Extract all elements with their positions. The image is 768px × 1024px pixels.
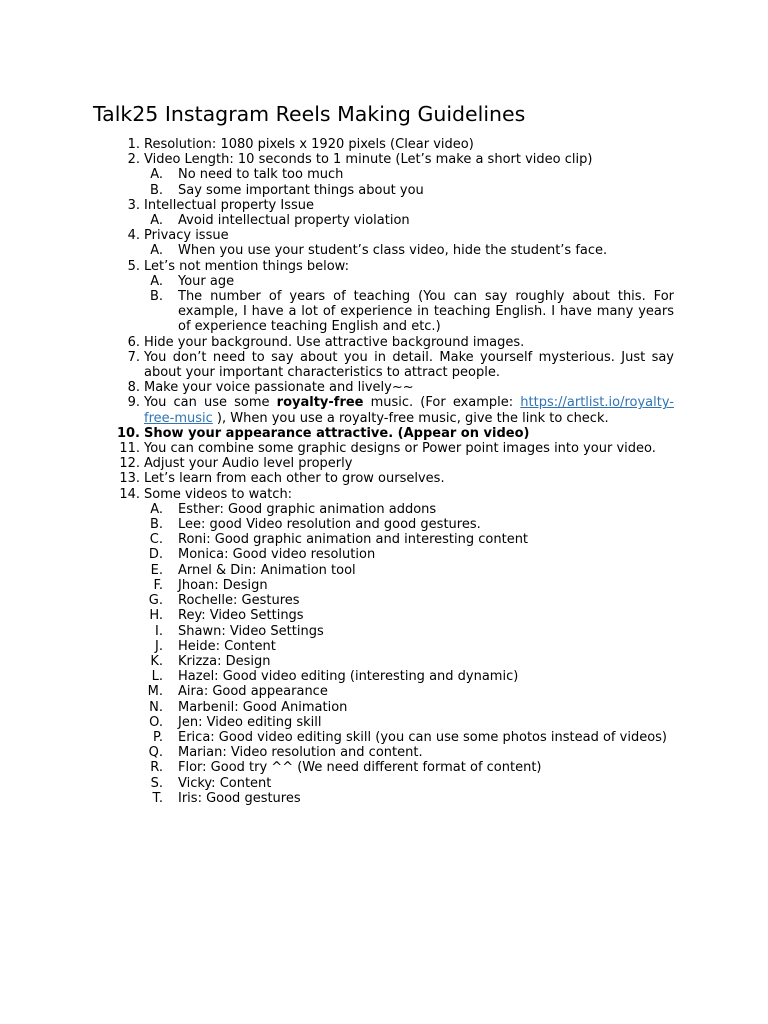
sub-list-letter: A. xyxy=(150,501,163,517)
sub-list-letter: M. xyxy=(147,684,163,700)
sub-list-item xyxy=(0,669,768,684)
sub-list-item xyxy=(0,776,768,791)
sub-list-item xyxy=(0,243,768,258)
sub-list-item xyxy=(0,274,768,289)
list-number: 1. xyxy=(127,137,140,152)
sub-list-letter: A. xyxy=(150,167,163,183)
list-number: 2. xyxy=(127,152,140,168)
list-item-text: Video Length: 10 seconds to 1 minute (Let’s make a short video clip) xyxy=(144,152,593,168)
sub-list-letter: N. xyxy=(149,699,163,715)
sub-list-letter: I. xyxy=(155,623,163,639)
sub-list-item xyxy=(0,760,768,775)
sub-list-letter: R. xyxy=(150,760,163,776)
list-item-text: You don’t need to say about you in detail. Make yourself mysterious. Just say about your important characteristics to attract people. xyxy=(144,349,674,381)
list-item xyxy=(0,198,768,213)
sub-list-item-text: Rochelle: Gestures xyxy=(178,593,300,609)
sub-list-letter: D. xyxy=(148,547,163,563)
sub-list-item-text: Erica: Good video editing skill (you can use some photos instead of videos) xyxy=(178,729,667,745)
list-item-text: Intellectual property Issue xyxy=(144,197,314,213)
sub-list-item-text: Marbenil: Good Animation xyxy=(178,699,348,715)
text-run: music. (For example: xyxy=(363,395,521,411)
sub-list-letter: B. xyxy=(149,289,163,305)
list-item xyxy=(0,456,768,471)
list-item xyxy=(0,471,768,486)
list-item xyxy=(0,441,768,456)
sub-list-item xyxy=(0,593,768,608)
list-item-text: Hide your background. Use attractive background images. xyxy=(144,334,525,350)
videos-to-watch-list xyxy=(0,502,768,806)
text-run: ), When you use a royalty-free music, give the link to check. xyxy=(212,410,609,426)
sub-list-letter: K. xyxy=(150,653,163,669)
list-item xyxy=(0,259,768,274)
sub-list-letter: O. xyxy=(149,714,163,730)
sub-list-letter: B. xyxy=(149,517,163,533)
list-item xyxy=(0,137,768,152)
list-item xyxy=(0,152,768,167)
sub-list-item xyxy=(0,563,768,578)
sub-list-item xyxy=(0,502,768,517)
list-item-text xyxy=(144,395,674,425)
sub-list-item xyxy=(0,167,768,182)
sub-list-item-text: Say some important things about you xyxy=(178,182,424,198)
sub-list-item-text: No need to talk too much xyxy=(178,167,344,183)
sub-list-item xyxy=(0,745,768,760)
sub-list-item-text: Jen: Video editing skill xyxy=(178,714,322,730)
sub-list-letter: L. xyxy=(151,669,163,685)
sub-list-item-text: Roni: Good graphic animation and interesting content xyxy=(178,532,529,548)
sub-list-item xyxy=(0,183,768,198)
list-item xyxy=(0,426,768,441)
sub-list-item-text: Heide: Content xyxy=(178,638,276,654)
sub-list-item-text: Your age xyxy=(178,273,235,289)
sub-list-item xyxy=(0,608,768,623)
list-number: 3. xyxy=(127,197,140,213)
sub-list-letter: Q. xyxy=(148,745,163,761)
sub-list-letter: B. xyxy=(149,182,163,198)
sub-list-item xyxy=(0,730,768,745)
sub-list-item-text: When you use your student’s class video, hide the student’s face. xyxy=(178,243,608,259)
sub-list-item xyxy=(0,639,768,654)
sub-list-item-text: Rey: Video Settings xyxy=(178,608,304,624)
list-item-text: Resolution: 1080 pixels x 1920 pixels (Clear video) xyxy=(144,137,474,152)
sub-list-item xyxy=(0,547,768,562)
list-item-text: Adjust your Audio level properly xyxy=(144,456,353,472)
list-item xyxy=(0,487,768,502)
sub-list-letter: A. xyxy=(150,243,163,259)
sub-list-letter: H. xyxy=(149,608,163,624)
list-number: 6. xyxy=(127,334,140,350)
list-item xyxy=(0,335,768,350)
sub-list-item-text: Lee: good Video resolution and good gestures. xyxy=(178,517,481,533)
sub-list-item xyxy=(0,654,768,669)
bold-text-royalty-free: royalty-free xyxy=(276,395,364,411)
royalty-free-music-link[interactable]: https://artlist.io/royalty-free-music xyxy=(144,395,674,426)
sub-list-item-text: Marian: Video resolution and content. xyxy=(178,745,423,761)
sub-list-item-text: Jhoan: Design xyxy=(178,577,268,593)
list-item xyxy=(0,228,768,243)
sub-list-item xyxy=(0,715,768,730)
sub-list-item-text: Krizza: Design xyxy=(178,653,271,669)
list-number: 10. xyxy=(116,425,140,441)
sub-list-letter: F. xyxy=(153,577,163,593)
list-number: 9. xyxy=(127,395,140,411)
sub-list-letter: J. xyxy=(155,638,163,654)
list-item-text: Let’s learn from each other to grow ourselves. xyxy=(144,471,445,487)
document-title: Talk25 Instagram Reels Making Guidelines xyxy=(93,102,526,126)
sub-list-letter: T. xyxy=(152,790,163,806)
sub-list-letter: A. xyxy=(150,213,163,229)
list-number: 5. xyxy=(127,258,140,274)
sub-list-item xyxy=(0,517,768,532)
list-item-text: Some videos to watch: xyxy=(144,486,293,502)
sub-list-item-text: Avoid intellectual property violation xyxy=(178,213,410,229)
sub-list-item xyxy=(0,684,768,699)
guidelines-list xyxy=(0,137,768,806)
list-item-text: You can combine some graphic designs or Power point images into your video. xyxy=(144,441,656,457)
sub-list-item xyxy=(0,578,768,593)
list-number: 7. xyxy=(127,349,140,365)
list-item xyxy=(0,350,768,380)
sub-list-item xyxy=(0,791,768,806)
sub-list-letter: E. xyxy=(150,562,163,578)
list-number: 12. xyxy=(119,456,140,472)
sub-list-item-text: Flor: Good try ^^ (We need different format of content) xyxy=(178,760,542,776)
sub-list-item-text: Vicky: Content xyxy=(178,775,272,791)
sub-list-item xyxy=(0,624,768,639)
list-item xyxy=(0,380,768,395)
sub-list-item xyxy=(0,700,768,715)
sub-list-letter: C. xyxy=(149,532,163,548)
sub-list-item xyxy=(0,532,768,547)
sub-list-item-text: Shawn: Video Settings xyxy=(178,623,324,639)
sub-list-item xyxy=(0,289,768,335)
sub-list-letter: G. xyxy=(148,593,163,609)
sub-list-item-text: Arnel & Din: Animation tool xyxy=(178,562,356,578)
sub-list-item-text: Esther: Good graphic animation addons xyxy=(178,501,437,517)
sub-list-letter: A. xyxy=(150,273,163,289)
list-number: 4. xyxy=(127,228,140,244)
sub-list-item xyxy=(0,213,768,228)
sub-list-item-text: Iris: Good gestures xyxy=(178,790,301,806)
list-item-text: Let’s not mention things below: xyxy=(144,258,349,274)
list-number: 14. xyxy=(119,486,140,502)
sub-list-letter: P. xyxy=(153,729,163,745)
sub-list-item-text: Monica: Good video resolution xyxy=(178,547,376,563)
list-item xyxy=(0,395,768,425)
sub-list-letter: S. xyxy=(150,775,163,791)
list-item-text: Show your appearance attractive. (Appear on video) xyxy=(144,425,530,441)
text-run: You can use some xyxy=(144,395,277,411)
list-number: 11. xyxy=(119,441,140,457)
sub-list-item-text: Hazel: Good video editing (interesting and dynamic) xyxy=(178,669,519,685)
list-number: 13. xyxy=(119,471,140,487)
list-number: 8. xyxy=(127,380,140,396)
list-item-text: Privacy issue xyxy=(144,228,229,244)
sub-list-item-text: The number of years of teaching (You can say roughly about this. For example, I have a lot of experience in teaching English. I have many years of experience teaching English and etc.) xyxy=(178,289,674,335)
list-item-text: Make your voice passionate and lively~~ xyxy=(144,380,414,396)
sub-list-item-text: Aira: Good appearance xyxy=(178,684,328,700)
